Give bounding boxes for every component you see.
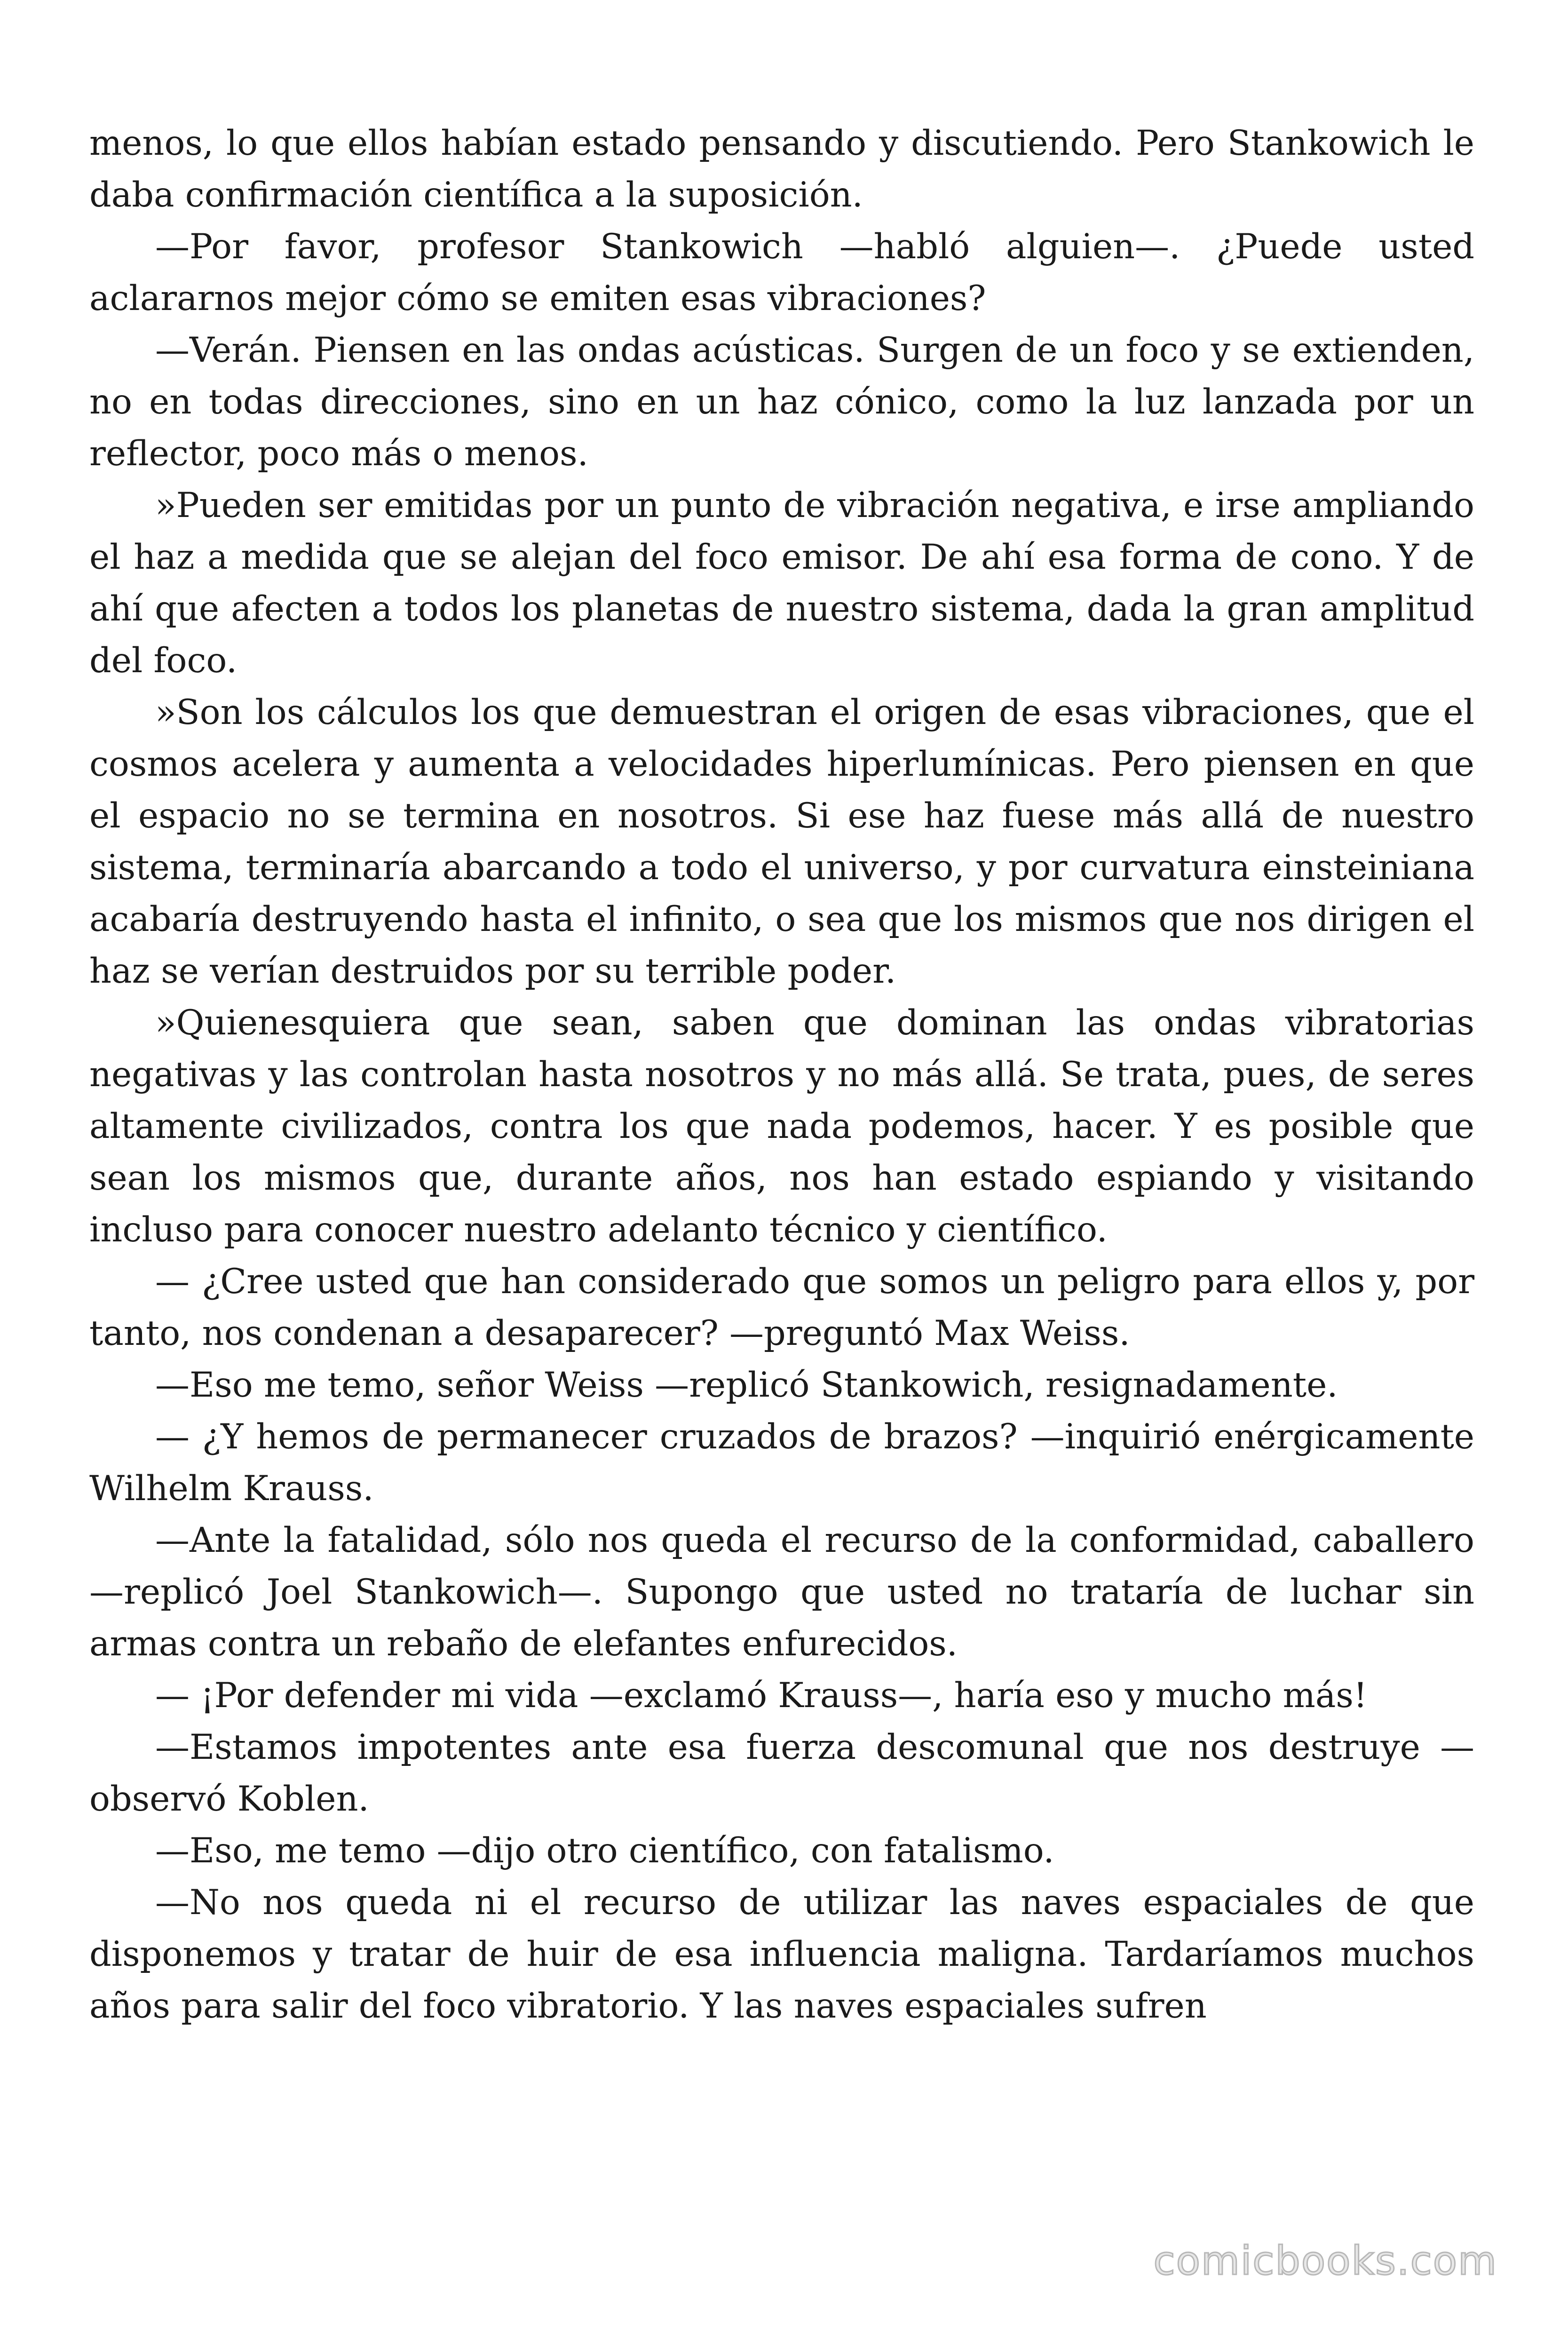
paragraph: —Verán. Piensen en las ondas acústicas. Surgen de un foco y se extienden, no en todas direcciones, sino en un haz cónico, como la luz lanzada por un reflector, poco más o menos. [89,330,1474,474]
paragraph: —Por favor, profesor Stankowich —habló alguien—. ¿Puede usted aclararnos mejor cómo se emiten esas vibraciones? [89,227,1474,318]
paragraph: »Quienesquiera que sean, saben que dominan las ondas vibratorias negativas y las controlan hasta nosotros y no más allá. Se trata, pues, de seres altamente civilizados, contra los que nada podemos, hacer. Y es posible que sean los mismos que, durante años, nos han estado espiando y visitando incluso para conocer nuestro adelanto técnico y científico. [89,1003,1474,1250]
paragraph: —Eso, me temo —dijo otro científico, con fatalismo. [155,1831,1054,1871]
paragraph: —Estamos impotentes ante esa fuerza descomunal que nos destruye —observó Koblen. [89,1727,1474,1819]
watermark: comicbooks.com [1153,2238,1497,2284]
paragraph: — ¡Por defender mi vida —exclamó Krauss—, haría eso y mucho más! [155,1676,1368,1716]
paragraph: — ¿Y hemos de permanecer cruzados de brazos? —inquirió enérgicamente Wilhelm Krauss. [89,1417,1474,1509]
paragraph: —Ante la fatalidad, sólo nos queda el recurso de la conformidad, caballero —replicó Joel Stankowich—. Supongo que usted no trataría de luchar sin armas contra un rebaño de elefantes enfurecidos. [89,1520,1474,1664]
paragraph: »Son los cálculos los que demuestran el origen de esas vibraciones, que el cosmos acelera y aumenta a velocidades hiperlumínicas. Pero piensen en que el espacio no se termina en nosotros. Si ese haz fuese más allá de nuestro sistema, terminaría abarcando a todo el universo, y por curvatura einsteiniana acabaría destruyendo hasta el infinito, o sea que los mismos que nos dirigen el haz se verían destruidos por su terrible poder. [89,692,1474,991]
paragraph: —Eso me temo, señor Weiss —replicó Stankowich, resignadamente. [155,1365,1338,1405]
paragraph: menos, lo que ellos habían estado pensando y discutiendo. Pero Stankowich le daba confirmación científica a la suposición. [89,123,1474,215]
body-text [89,118,1474,2032]
paragraph: »Pueden ser emitidas por un punto de vibración negativa, e irse ampliando el haz a medida que se alejan del foco emisor. De ahí esa forma de cono. Y de ahí que afecten a todos los planetas de nuestro sistema, dada la gran amplitud del foco. [89,485,1474,681]
paragraph: — ¿Cree usted que han considerado que somos un peligro para ellos y, por tanto, nos condenan a desaparecer? —preguntó Max Weiss. [89,1262,1474,1353]
paragraph: —No nos queda ni el recurso de utilizar las naves espaciales de que disponemos y tratar de huir de esa influencia maligna. Tardaríamos muchos años para salir del foco vibratorio. Y las naves espaciales sufren [89,1883,1474,2026]
